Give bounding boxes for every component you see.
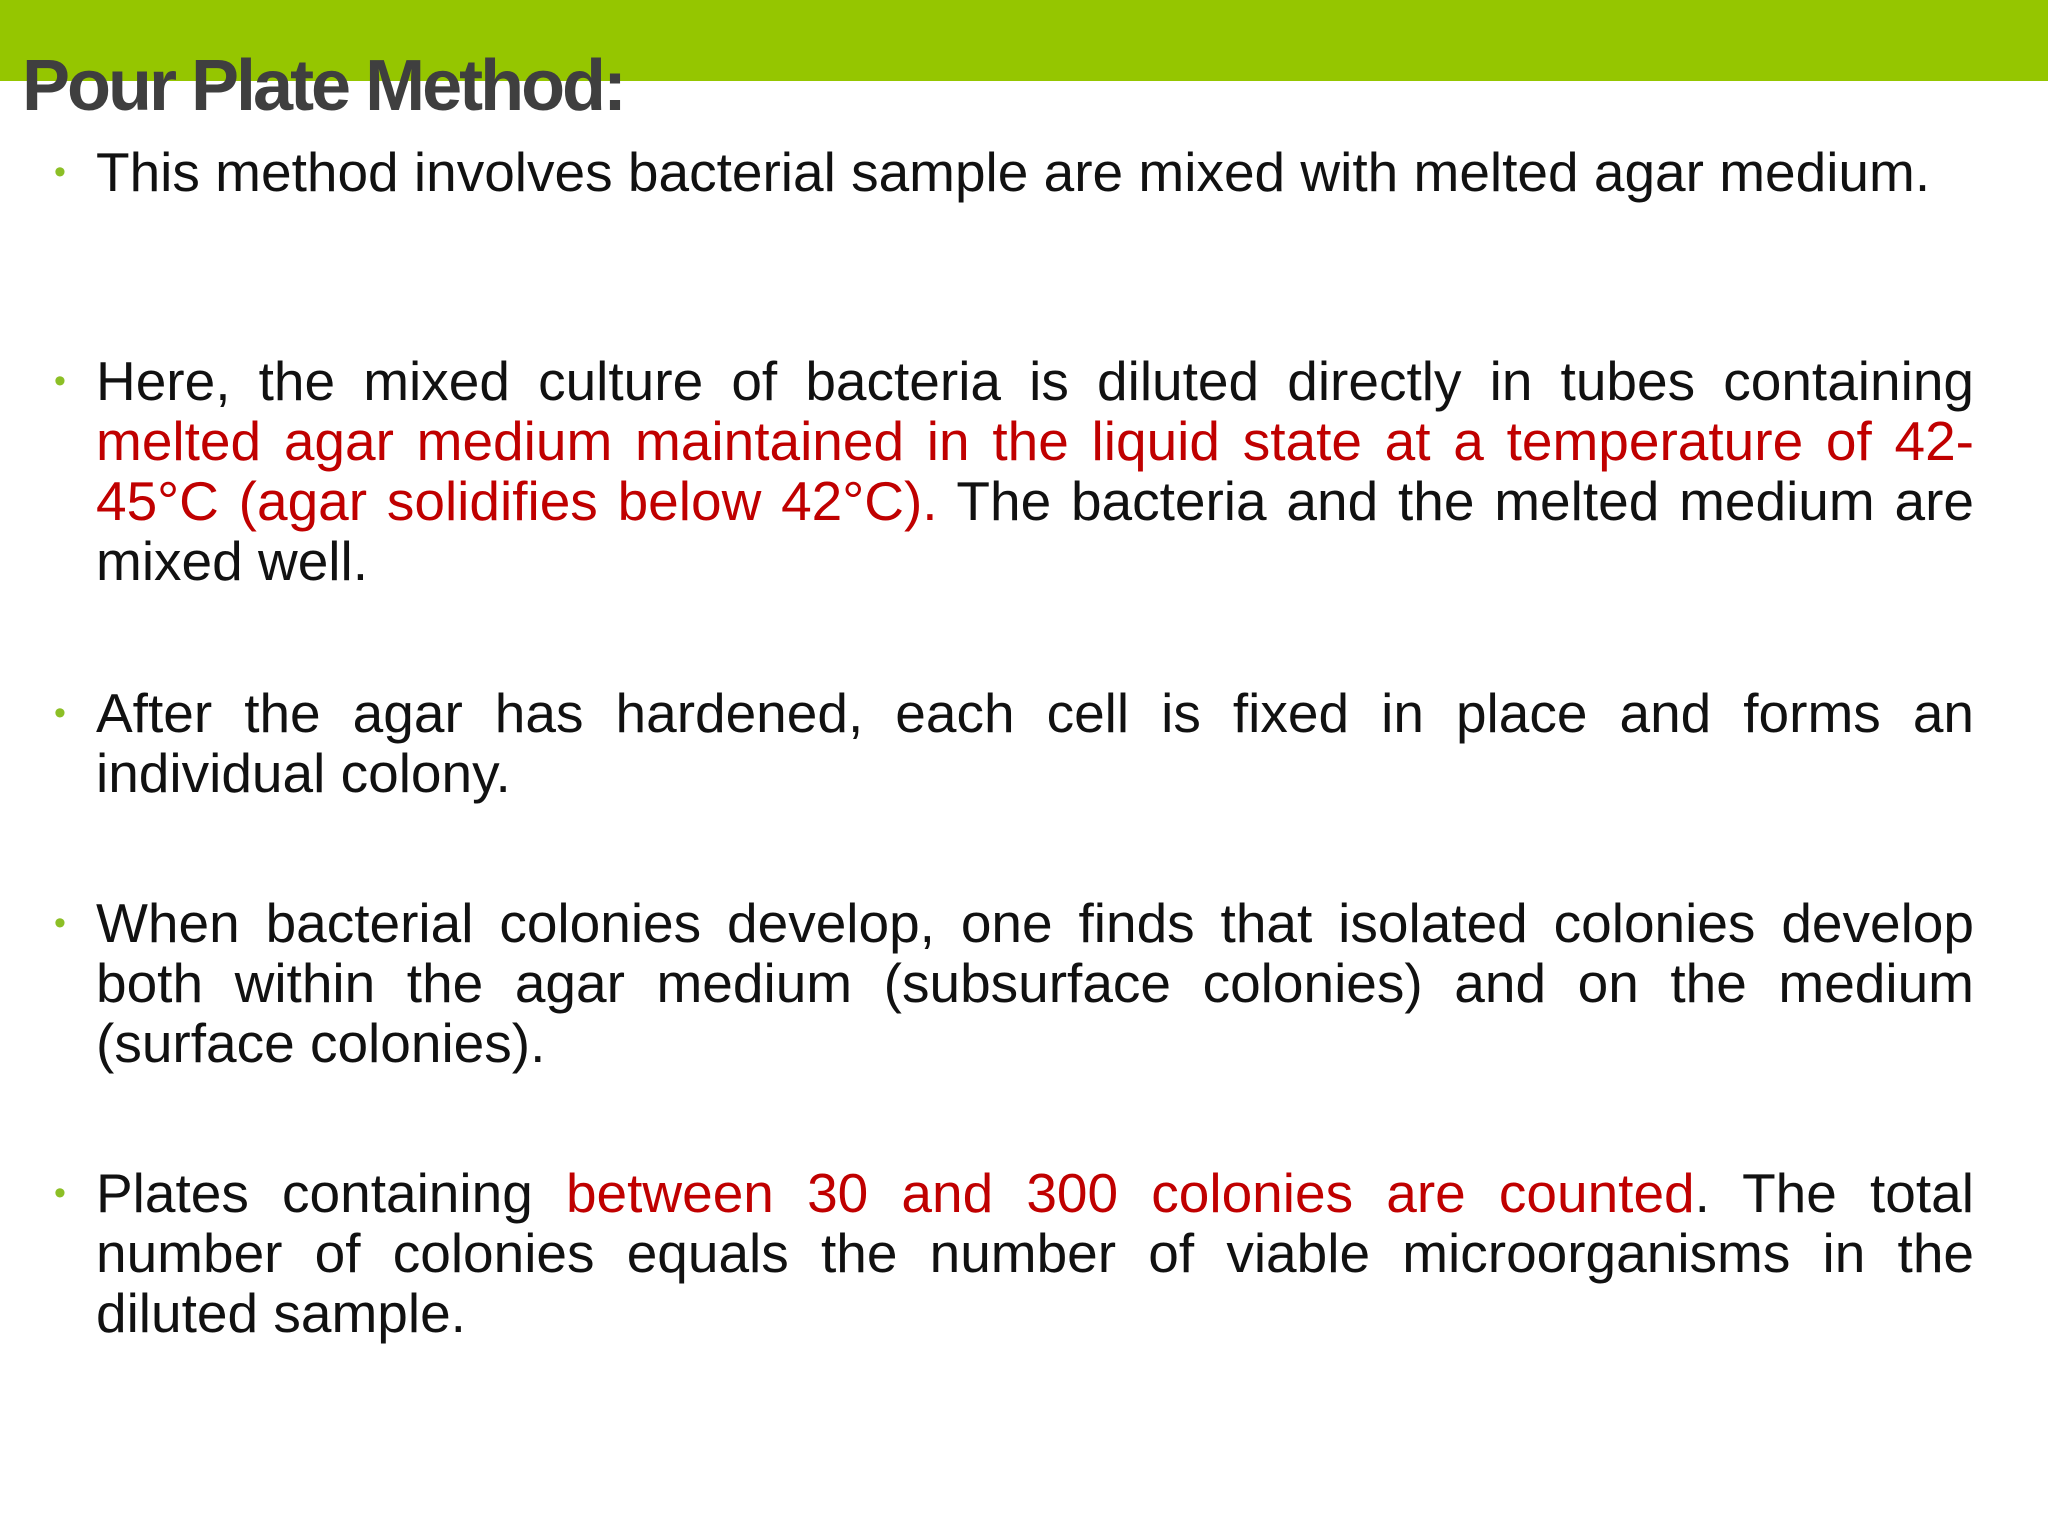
bullet-text: . The total number of colonies equals the number of viable microorganisms in the diluted sample. bbox=[96, 1162, 1974, 1344]
bullet-item-3 bbox=[54, 682, 1974, 804]
bullet-item-4 bbox=[54, 892, 1974, 1074]
bullet-item-5 bbox=[54, 1162, 1974, 1344]
bullet-text: The bacteria and the melted medium are mixed well. bbox=[96, 470, 1974, 592]
bullet-marker-icon: • bbox=[54, 362, 66, 400]
bullet-item-1 bbox=[54, 141, 1974, 203]
bullet-marker-icon: • bbox=[54, 694, 66, 732]
bullet-text: Here, the mixed culture of bacteria is diluted directly in tubes containing bbox=[96, 350, 1974, 412]
bullet-text: Plates containing bbox=[96, 1162, 566, 1224]
bullet-marker-icon: • bbox=[54, 1174, 66, 1212]
slide-title: Pour Plate Method: bbox=[22, 46, 625, 126]
bullet-text: After the agar has hardened, each cell is fixed in place and forms an individual colony. bbox=[96, 682, 1974, 804]
bullet-marker-icon: • bbox=[54, 904, 66, 942]
highlighted-text: between 30 and 300 colonies are counted bbox=[565, 1162, 1695, 1224]
bullet-text: When bacterial colonies develop, one finds that isolated colonies develop both within the agar medium (subsurface colonies) and on the medium (surface colonies). bbox=[96, 892, 1974, 1074]
bullet-item-2 bbox=[54, 350, 1974, 592]
highlighted-text: melted agar medium maintained in the liquid state at a temperature of 42-45°C (agar solidifies below 42°C). bbox=[96, 410, 1974, 532]
bullet-marker-icon: • bbox=[54, 153, 66, 191]
bullet-text: This method involves bacterial sample are mixed with melted agar medium. bbox=[96, 141, 1931, 203]
